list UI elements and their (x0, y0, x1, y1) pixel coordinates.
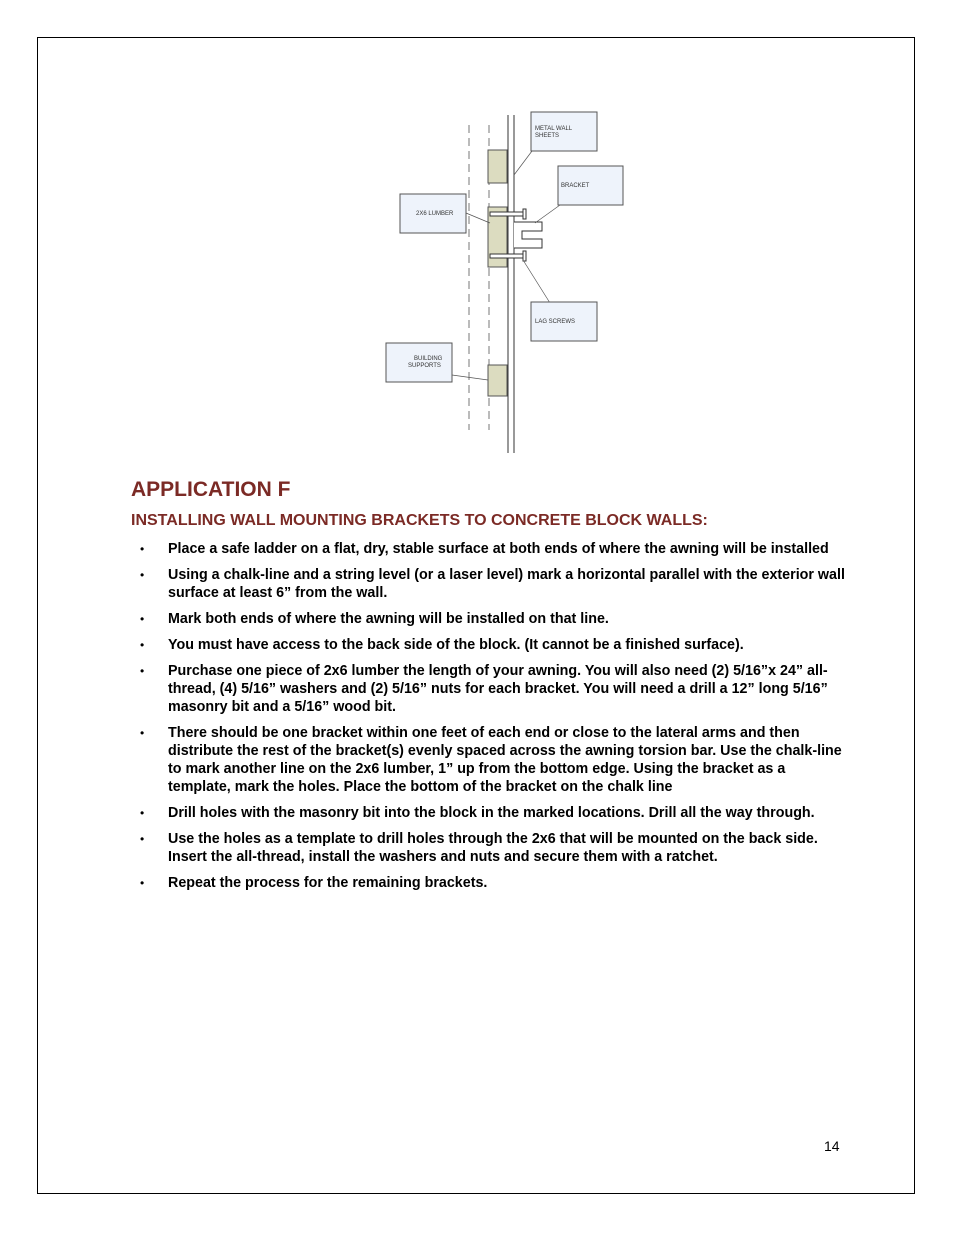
bullet-icon: • (140, 806, 145, 820)
bullet-icon: • (140, 638, 145, 652)
section-subtitle: INSTALLING WALL MOUNTING BRACKETS TO CONCRETE BLOCK WALLS: (131, 512, 708, 529)
list-item (140, 610, 845, 628)
section-title: APPLICATION F (131, 478, 291, 501)
list-item (140, 874, 845, 892)
list-item (140, 830, 845, 866)
leader-lag-screws (523, 260, 550, 303)
label-lag-screws: LAG SCREWS (535, 319, 576, 325)
label-lumber: 2X6 LUMBER (416, 211, 454, 217)
bullet-icon: • (140, 542, 145, 556)
instruction-list (140, 540, 845, 900)
step-text: Repeat the process for the remaining brackets. (168, 875, 488, 891)
leader-bracket (535, 205, 560, 223)
list-item (140, 662, 845, 716)
step-text: Use the holes as a template to drill holes through the 2x6 that will be mounted on the back side. Insert the all-thread, install the washers and nuts and secure them with a ratchet. (168, 831, 818, 865)
bullet-icon: • (140, 832, 145, 846)
lag-screw-bottom (490, 254, 525, 258)
wall-mounting-diagram (380, 105, 640, 460)
bracket-shape (514, 222, 542, 248)
bullet-icon: • (140, 876, 145, 890)
label-metal-wall-line1: METAL WALL (535, 126, 573, 132)
bullet-icon: • (140, 568, 145, 582)
screw-head-top (523, 209, 526, 219)
lag-screw-top (490, 212, 525, 216)
step-text: Drill holes with the masonry bit into the block in the marked locations. Drill all the way through. (168, 805, 815, 821)
step-text: Place a safe ladder on a flat, dry, stable surface at both ends of where the awning will be installed (168, 541, 829, 557)
label-building-supports-line1: BUILDING (414, 356, 443, 362)
step-text: Purchase one piece of 2x6 lumber the length of your awning. You will also need (2) 5/16”x 24” all-thread, (4) 5/16” washers and (2) 5/16” nuts for each bracket. You will need a drill a 12” long 5/16” masonry bit and a 5/16” wood bit. (168, 663, 828, 715)
bullet-icon: • (140, 664, 145, 678)
bullet-icon: • (140, 612, 145, 626)
label-metal-wall-line2: SHEETS (535, 133, 560, 139)
lumber-block-top (488, 150, 507, 183)
list-item (140, 636, 845, 654)
list-item (140, 724, 845, 796)
step-text: Mark both ends of where the awning will be installed on that line. (168, 611, 609, 627)
leader-lumber (466, 213, 490, 223)
list-item (140, 804, 845, 822)
label-building-supports-line2: SUPPORTS (408, 363, 441, 369)
step-text: You must have access to the back side of the block. (It cannot be a finished surface). (168, 637, 744, 653)
leader-building-supports (452, 375, 488, 380)
list-item (140, 540, 845, 558)
page-number: 14 (824, 1138, 840, 1154)
step-text: Using a chalk-line and a string level (or a laser level) mark a horizontal parallel with the exterior wall surface at least 6” from the wall. (168, 567, 845, 601)
step-text: There should be one bracket within one feet of each end or close to the lateral arms and then distribute the rest of the bracket(s) evenly spaced across the awning torsion bar. Use the chalk-line to mark another line on the 2x6 lumber, 1” up from the bottom edge. Using the bracket as a template, mark the holes. Place the bottom of the bracket on the chalk line (168, 725, 842, 795)
leader-metal-wall (514, 151, 532, 175)
bullet-icon: • (140, 726, 145, 740)
label-bracket: BRACKET (561, 183, 590, 189)
screw-head-bottom (523, 251, 526, 261)
list-item (140, 566, 845, 602)
lumber-block-bottom (488, 365, 507, 396)
